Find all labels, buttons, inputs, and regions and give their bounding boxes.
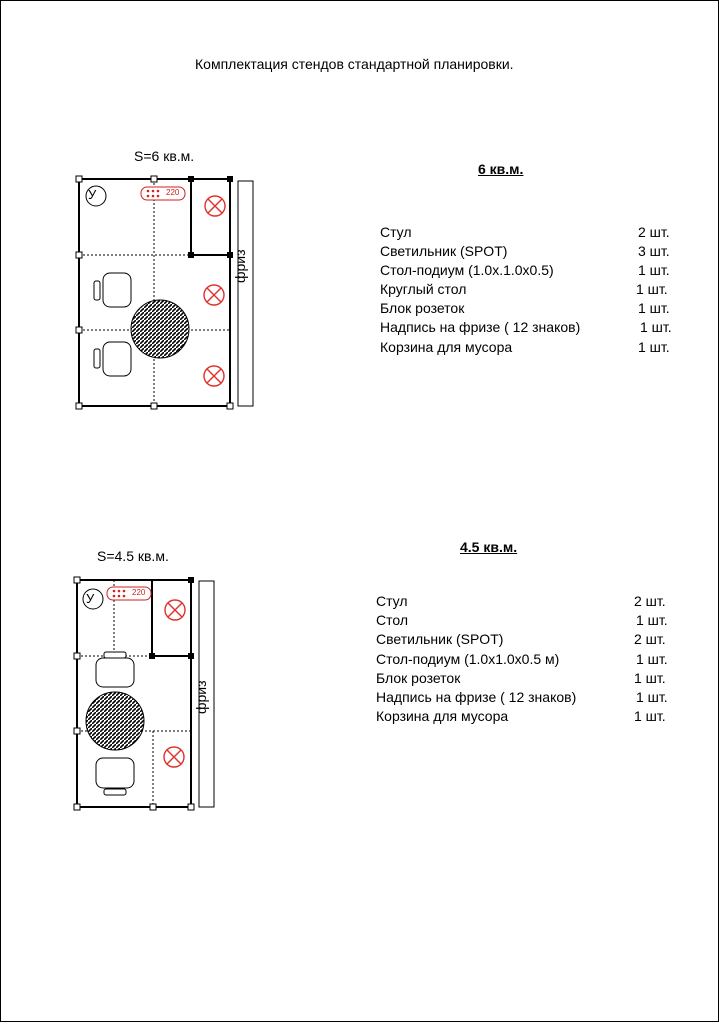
- page-title: Комплектация стендов стандартной планировки.: [195, 56, 514, 72]
- list-item-qty: 1 шт.: [634, 708, 666, 724]
- list-item-name: Светильник (SPOT): [376, 631, 504, 647]
- stand6-outlet-label: 220: [166, 188, 180, 197]
- stand45-table: [86, 692, 144, 750]
- list-item-qty: 1 шт.: [638, 262, 670, 278]
- list-item-name: Стол: [376, 612, 409, 628]
- list-item-name: Стол-подиум (1.0х1.0х0.5 м): [376, 651, 560, 667]
- list-item-qty: 1 шт.: [634, 670, 666, 686]
- list-item-name: Надпись на фризе ( 12 знаков): [376, 689, 577, 705]
- list-item-qty: 3 шт.: [638, 243, 670, 259]
- list-item-name: Блок розеток: [380, 300, 465, 316]
- stand6-area-label: S=6 кв.м.: [134, 148, 195, 164]
- list-item-name: Надпись на фризе ( 12 знаков): [380, 319, 581, 335]
- list-item-qty: 2 шт.: [634, 631, 666, 647]
- list-item-qty: 1 шт.: [636, 651, 668, 667]
- stand6-frieze-label: фриз: [232, 249, 248, 283]
- stand45-spot-icons: [164, 600, 185, 767]
- list-item-name: Светильник (SPOT): [380, 243, 508, 259]
- list-item-qty: 1 шт.: [636, 612, 668, 628]
- stand45-area-label: S=4.5 кв.м.: [97, 548, 169, 564]
- list-item-qty: 1 шт.: [638, 339, 670, 355]
- stand45-outlet-label: 220: [132, 588, 146, 597]
- stand6-chair-mark: У: [88, 187, 97, 202]
- list-item-qty: 2 шт.: [634, 593, 666, 609]
- list-item-name: Стол-подиум (1.0х.1.0х0.5): [380, 262, 554, 278]
- list-item-name: Круглый стол: [380, 281, 467, 297]
- list-item-qty: 1 шт.: [638, 300, 670, 316]
- stand45-chair-mark: У: [86, 591, 95, 606]
- list-item-qty: 2 шт.: [638, 224, 670, 240]
- list-item-name: Корзина для мусора: [376, 708, 509, 724]
- list-item-qty: 1 шт.: [640, 319, 672, 335]
- list-item-name: Стул: [376, 593, 408, 609]
- list-item-qty: 1 шт.: [636, 281, 668, 297]
- stand6-heading: 6 кв.м.: [478, 161, 524, 177]
- list-item-name: Стул: [380, 224, 412, 240]
- list-item-name: Корзина для мусора: [380, 339, 513, 355]
- list-item-qty: 1 шт.: [636, 689, 668, 705]
- stand45-frieze-label: фриз: [193, 680, 209, 714]
- stand45-heading: 4.5 кв.м.: [460, 539, 518, 555]
- list-item-name: Блок розеток: [376, 670, 461, 686]
